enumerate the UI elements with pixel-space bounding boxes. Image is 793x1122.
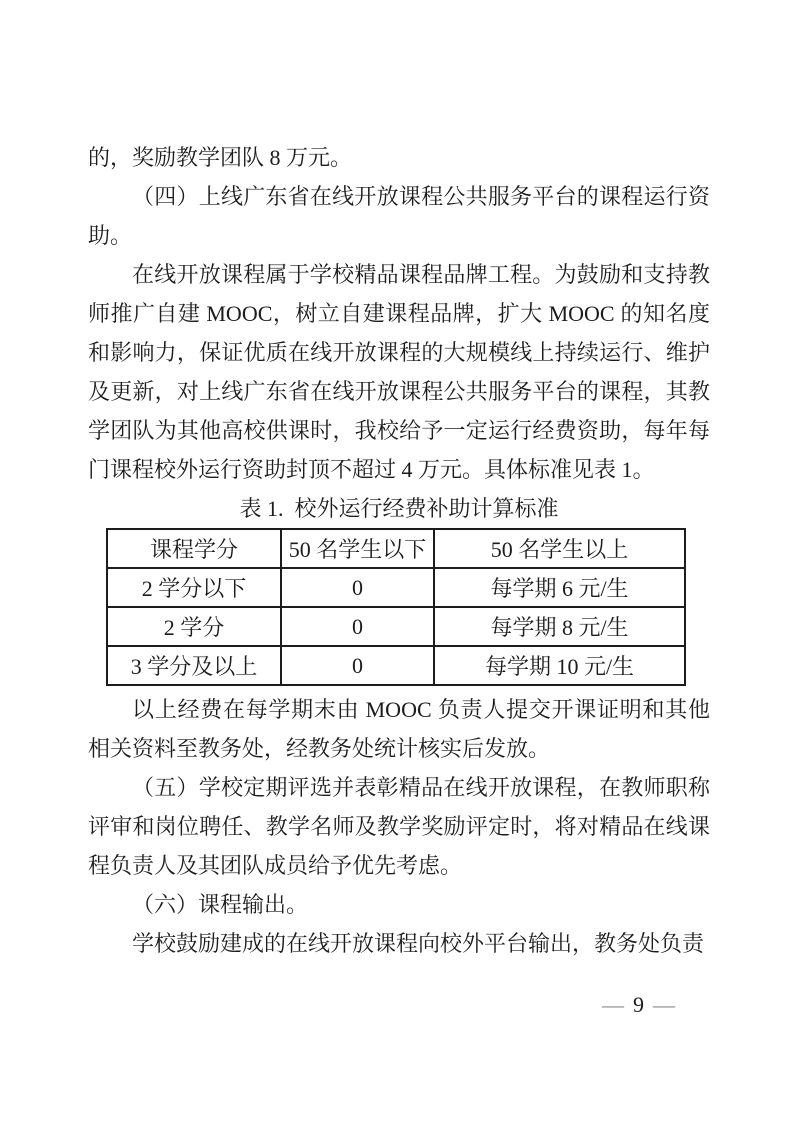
page-number xyxy=(602,992,675,1018)
page-number-value: 9 xyxy=(633,992,644,1017)
paragraph: （五）学校定期评选并表彰精品在线开放课程，在教师职称评审和岗位聘任、教学名师及教学奖励评定时，将对精品在线课程负责人及其团队成员给予优先考虑。 xyxy=(88,775,710,878)
table-cell: 0 xyxy=(281,568,434,607)
table-cell: 每学期 8 元/生 xyxy=(434,607,685,646)
table-row xyxy=(107,607,685,646)
table-header-row xyxy=(107,529,685,568)
table-row xyxy=(107,646,685,685)
table-header-cell: 50 名学生以上 xyxy=(434,529,685,568)
paragraph: 在线开放课程属于学校精品课程品牌工程。为鼓励和支持教师推广自建 MOOC，树立自建课程品牌，扩大 MOOC 的知名度和影响力，保证优质在线开放课程的大规模线上持续运行、维护及更新，对上线广东省在线开放课程公共服务平台的课程，其教学团队为其他高校供课时，我校给予一定运行经费资助，每年每门课程校外运行资助封顶不超过 4 万元。具体标准见表 1。 xyxy=(88,262,710,482)
paragraph: 以上经费在每学期末由 MOOC 负责人提交开课证明和其他相关资料至教务处，经教务处统计核实后发放。 xyxy=(88,697,710,761)
table-cell: 3 学分及以上 xyxy=(107,646,281,685)
table-cell: 每学期 10 元/生 xyxy=(434,646,685,685)
page-number-dash-right: — xyxy=(653,992,675,1017)
table-cell: 2 学分 xyxy=(107,607,281,646)
table-caption: 表 1. 校外运行经费补助计算标准 xyxy=(239,496,559,521)
paragraph: （六）课程输出。 xyxy=(132,892,309,917)
paragraph: （四）上线广东省在线开放课程公共服务平台的课程运行资助。 xyxy=(88,184,710,248)
table-cell: 2 学分以下 xyxy=(107,568,281,607)
document-content xyxy=(88,138,710,963)
paragraph: 的，奖励教学团队 8 万元。 xyxy=(88,145,353,170)
page-number-dash-left: — xyxy=(602,992,624,1017)
table-cell: 0 xyxy=(281,607,434,646)
table-row xyxy=(107,568,685,607)
table-header-cell: 50 名学生以下 xyxy=(281,529,434,568)
table-cell: 0 xyxy=(281,646,434,685)
table-header-cell: 课程学分 xyxy=(107,529,281,568)
paragraph: 学校鼓励建成的在线开放课程向校外平台输出，教务处负责 xyxy=(132,931,705,956)
paragraphs-before-table xyxy=(88,138,710,489)
subsidy-table xyxy=(106,528,686,686)
table-cell: 每学期 6 元/生 xyxy=(434,568,685,607)
paragraphs-after-table xyxy=(88,690,710,963)
